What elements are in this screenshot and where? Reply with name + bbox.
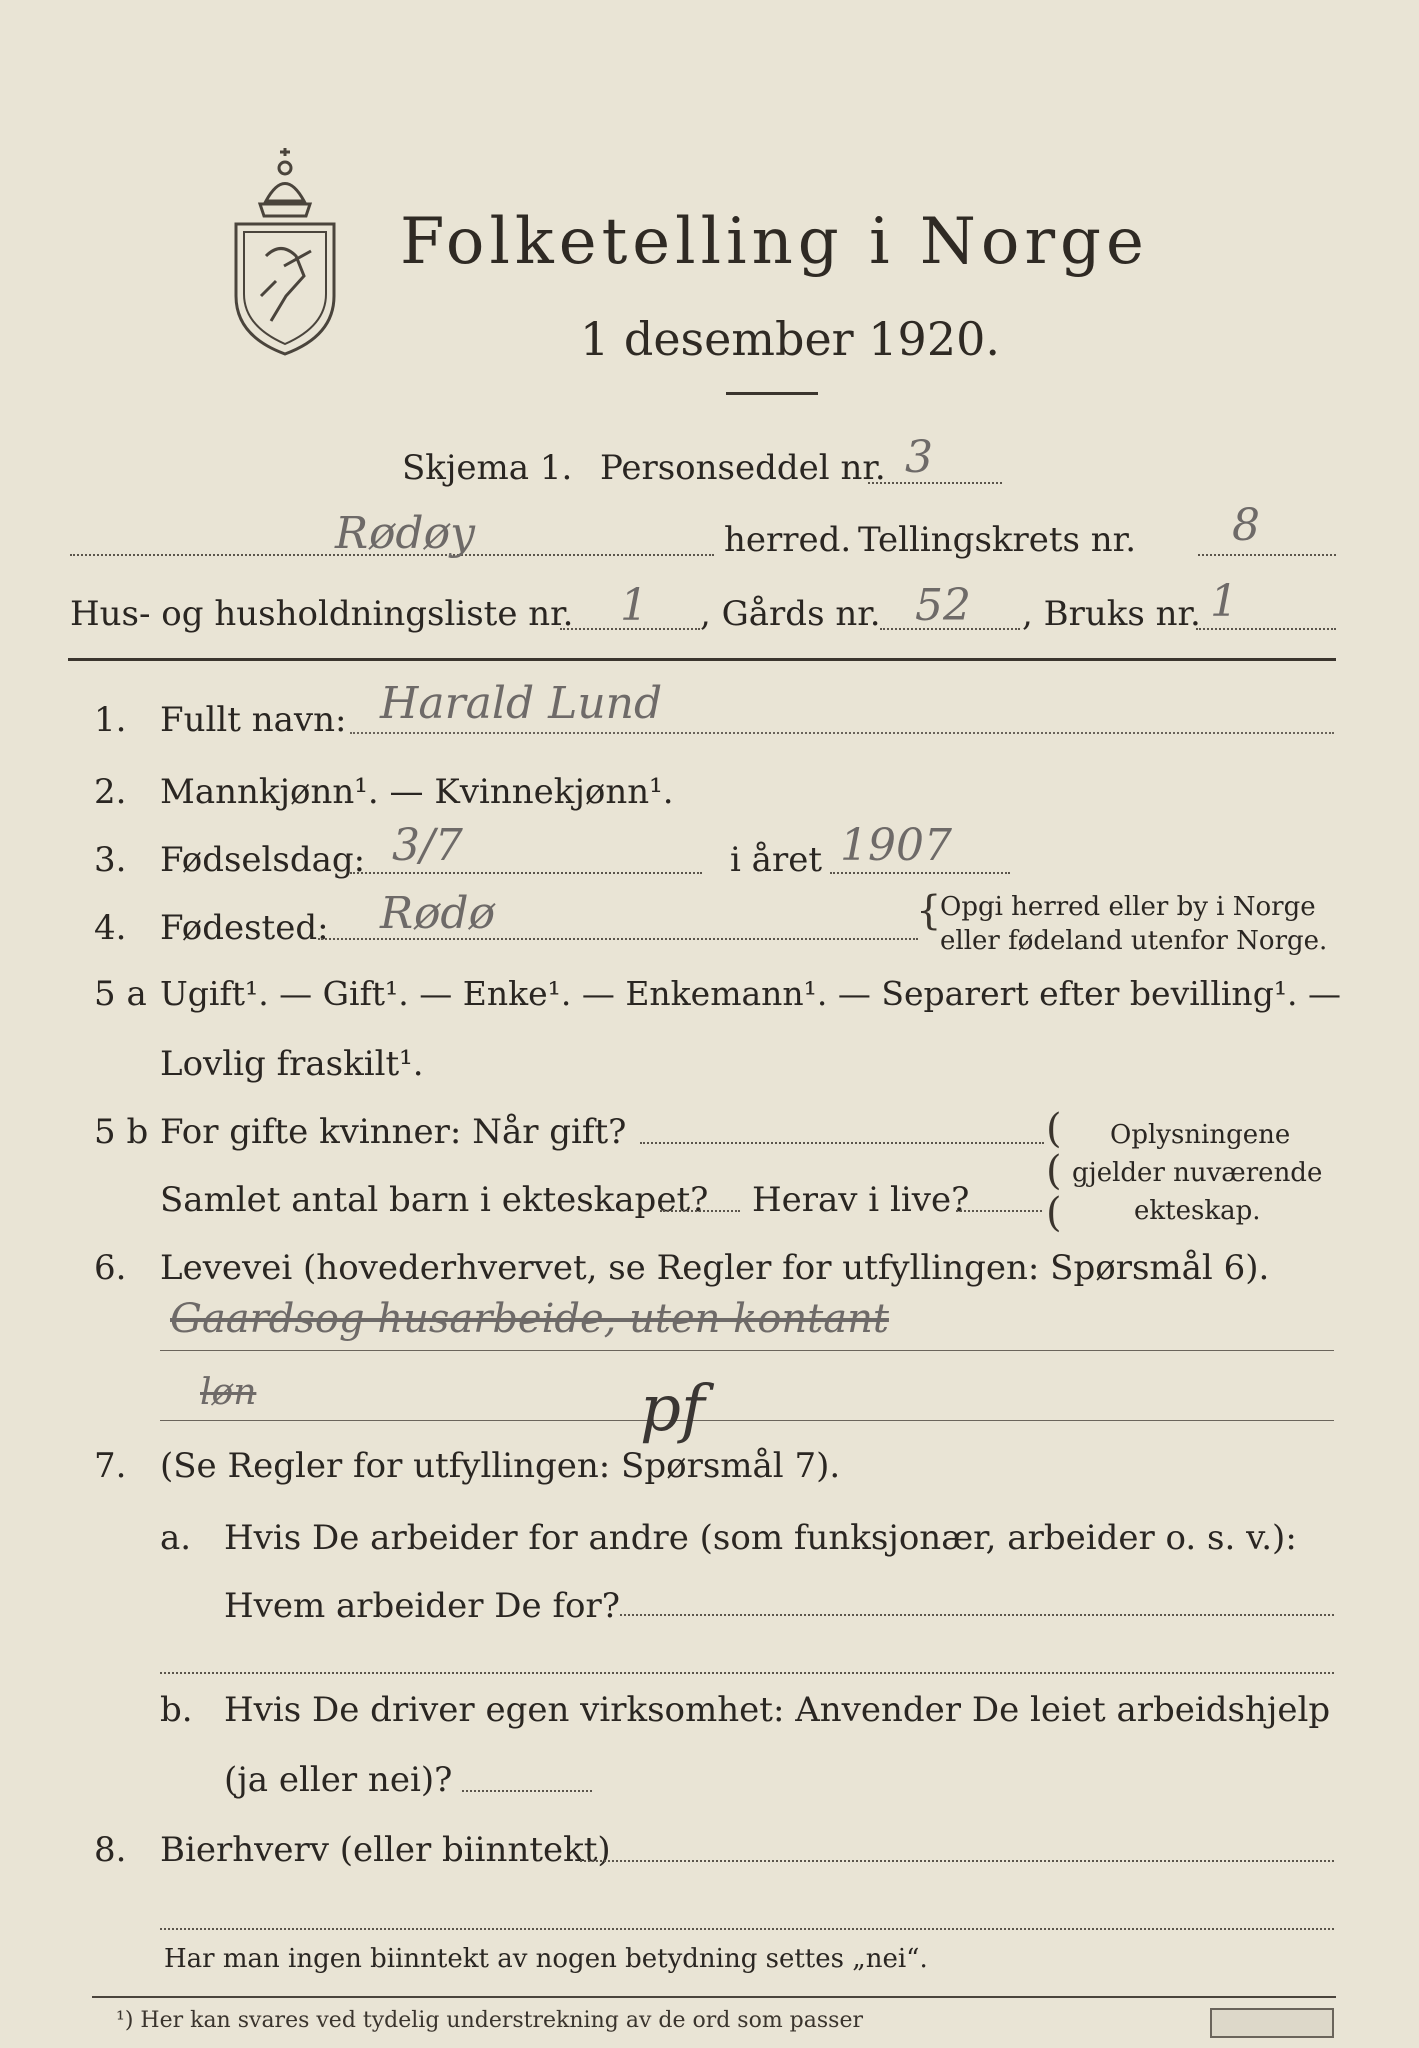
q7b-line-1: Hvis De driver egen virksomhet: Anvender De leiet arbeidshjelp	[224, 1690, 1331, 1730]
q6-label: Levevei (hovederhvervet, se Regler for utfyllingen: Spørsmål 6).	[160, 1248, 1270, 1288]
husliste-value[interactable]: 1	[620, 580, 648, 631]
personseddel-line	[868, 482, 1002, 484]
q5b-line-1: For gifte kvinner: Når gift?	[160, 1112, 627, 1152]
q2-label: Mannkjønn¹. — Kvinnekjønn¹.	[160, 772, 674, 812]
skjema-label: Skjema 1.	[402, 448, 573, 488]
q7a-employer-line-2	[160, 1672, 1334, 1674]
q7-label: (Se Regler for utfyllingen: Spørsmål 7).	[160, 1446, 841, 1486]
form-title: Folketelling i Norge	[400, 205, 1149, 279]
q5a-line-1: Ugift¹. — Gift¹. — Enke¹. — Enkemann¹. — Separert efter bevilling¹. —	[160, 974, 1342, 1013]
tellingskrets-value[interactable]: 8	[1232, 500, 1260, 551]
q5b-note-3: ekteskap.	[1134, 1196, 1261, 1226]
q7a-letter: a.	[160, 1518, 192, 1558]
q5b-number: 5 b	[94, 1112, 149, 1152]
q7a-line-1: Hvis De arbeider for andre (som funksjonær, arbeider o. s. v.):	[224, 1518, 1297, 1558]
coat-of-arms-icon	[226, 146, 344, 356]
q4-brace: {	[916, 888, 942, 934]
q5b-note-2: gjelder nuværende	[1072, 1158, 1323, 1188]
printer-stamp-icon	[1210, 2008, 1334, 2038]
q6-line-1	[160, 1350, 1334, 1351]
personseddel-label: Personseddel nr.	[600, 448, 886, 488]
q3-year-line	[830, 872, 1010, 874]
q5b-line-2b: Herav i live?	[752, 1180, 970, 1220]
q4-note-1: Opgi herred eller by i Norge	[940, 892, 1316, 922]
herred-value[interactable]: Rødøy	[335, 508, 475, 559]
q4-number: 4.	[94, 908, 127, 948]
q3-label: Fødselsdag:	[160, 840, 366, 880]
q1-label: Fullt navn:	[160, 700, 347, 740]
q7b-answer-line	[462, 1790, 592, 1792]
tellingskrets-label: Tellingskrets nr.	[858, 520, 1137, 560]
q5b-children-line	[660, 1210, 740, 1212]
husliste-label: Hus- og husholdningsliste nr.	[70, 594, 574, 634]
q5b-note-1: Oplysningene	[1110, 1120, 1291, 1150]
q2-number: 2.	[94, 772, 127, 812]
footer-divider	[92, 1996, 1336, 1998]
q8-line-2	[160, 1928, 1334, 1930]
q7b-line-2: (ja eller nei)?	[224, 1760, 453, 1800]
bruks-line	[1196, 628, 1336, 630]
bruks-value[interactable]: 1	[1210, 576, 1238, 627]
q5b-brace: ( ( (	[1046, 1106, 1062, 1236]
q5b-line-2a: Samlet antal barn i ekteskapet?	[160, 1180, 709, 1220]
q7a-employer-line	[620, 1614, 1334, 1616]
q5a-number: 5 a	[94, 974, 147, 1014]
q4-value[interactable]: Rødø	[380, 888, 496, 939]
q6-mark: pf	[640, 1372, 705, 1446]
q4-label: Fødested:	[160, 908, 329, 948]
q8-label: Bierhverv (eller biinntekt)	[160, 1830, 611, 1870]
q6-value-2[interactable]: løn	[200, 1372, 257, 1413]
q5b-married-line	[640, 1142, 1044, 1144]
tellingskrets-line	[1198, 554, 1336, 556]
q4-note-2: eller fødeland utenfor Norge.	[940, 926, 1328, 956]
q6-line-2	[160, 1420, 1334, 1421]
personseddel-value[interactable]: 3	[905, 432, 933, 483]
header-divider	[68, 658, 1336, 661]
q7b-letter: b.	[160, 1690, 193, 1730]
title-divider	[726, 392, 818, 395]
q8-number: 8.	[94, 1830, 127, 1870]
q1-line	[350, 732, 1334, 734]
q3-day-line	[350, 872, 702, 874]
gards-value[interactable]: 52	[915, 580, 971, 631]
gards-label: , Gårds nr.	[700, 594, 881, 634]
q8-line	[580, 1860, 1334, 1862]
q7-number: 7.	[94, 1446, 127, 1486]
q1-number: 1.	[94, 700, 127, 740]
q5b-alive-line	[956, 1210, 1042, 1212]
form-date: 1 desember 1920.	[580, 312, 1000, 366]
herred-label: herred.	[724, 520, 852, 560]
q3-year-label: i året	[730, 840, 822, 880]
q5a-line-2: Lovlig fraskilt¹.	[160, 1044, 424, 1084]
q6-number: 6.	[94, 1248, 127, 1288]
footnote: ¹) Her kan svares ved tydelig understrekning av de ord som passer	[116, 2008, 864, 2033]
q3-number: 3.	[94, 840, 127, 880]
q6-value-1[interactable]: Gaardsog husarbeide, uten kontant	[170, 1296, 889, 1342]
q7a-line-2: Hvem arbeider De for?	[224, 1586, 620, 1626]
q1-value[interactable]: Harald Lund	[380, 678, 663, 729]
bruks-label: , Bruks nr.	[1022, 594, 1201, 634]
q3-year-value[interactable]: 1907	[840, 820, 952, 871]
q3-value[interactable]: 3/7	[392, 820, 463, 871]
footer-note: Har man ingen biinntekt av nogen betydning settes „nei“.	[164, 1944, 928, 1974]
